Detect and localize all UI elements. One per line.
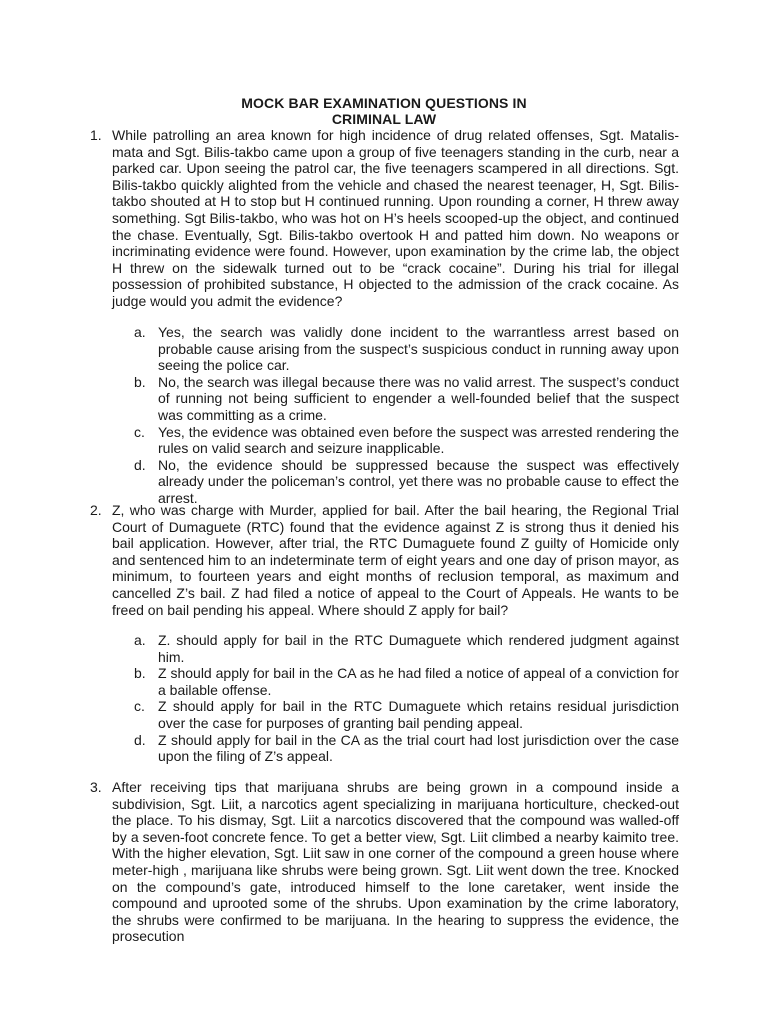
question-1-choice-c [134,423,679,457]
question-1-choice-a [134,324,679,374]
question-3-text: After receiving tips that marijuana shrubs are being grown in a compound inside a subdivision, Sgt. Liit, a narcotics agent specializing in marijuana horticulture, checked-out the place. To his dismay, Sgt. Liit a narcotics discovered that the compound was walled-off by a seven-foot concrete fence. To get a better view, Sgt. Liit climbed a nearby kaimito tree. With the higher elevation, Sgt. Liit saw in one corner of the compound a green house where meter-high , marijuana like shrubs were being grown. Sgt. Liit went down the tree. Knocked on the compound’s gate, introduced himself to the lone caretaker, went inside the compound and uprooted some of the shrubs. Upon examination by the crime laboratory, the shrubs were confirmed to be marijuana. In the hearing to suppress the evidence, the prosecution [112,779,679,945]
choice-text: Z should apply for bail in the RTC Dumaguete which retains residual jurisdiction over the case for purposes of granting bail pending appeal. [158,698,679,731]
choice-text: Z should apply for bail in the CA as he had filed a notice of appeal of a conviction for a bailable offense. [158,665,679,698]
question-1-number: 1. [90,127,102,143]
question-2-choice-b [134,665,679,698]
question-2-text: Z, who was charge with Murder, applied for bail. After the bail hearing, the Regional Trial Court of Dumaguete (RTC) found that the evidence against Z is strong thus it denied his bail application. However, after trial, the RTC Dumaguete found Z guilty of Homicide only and sentenced him to an indeterminate term of eight years and one day of prison mayor, as minimum, to fourteen years and eight months of reclusion temporal, as maximum and cancelled Z’s bail. Z had filed a notice of appeal to the Court of Appeals. He wants to be freed on bail pending his appeal. Where should Z apply for bail? [112,502,679,618]
question-3-number: 3. [90,779,102,795]
choice-letter: b. [134,373,146,390]
choice-text: No, the evidence should be suppressed because the suspect was effectively already under the policeman’s control, yet there was no probable cause to effect the arrest. [158,456,679,506]
question-2-number: 2. [90,502,102,518]
choice-text: Yes, the evidence was obtained even before the suspect was arrested rendering the rules on valid search and seizure inapplicable. [158,423,679,457]
choice-text: Z. should apply for bail in the RTC Dumaguete which rendered judgment against him. [158,632,679,665]
choice-text: No, the search was illegal because there was no valid arrest. The suspect’s conduct of running not being sufficient to engender a well-founded belief that the suspect was committing as a crime. [158,373,679,423]
question-2-choice-d [134,731,679,765]
choice-letter: c. [134,698,145,715]
question-1-choice-b [134,373,679,424]
document-title-line-1: MOCK BAR EXAMINATION QUESTIONS IN [241,95,527,111]
choice-letter: d. [134,731,146,748]
choice-letter: d. [134,456,146,473]
question-1-choice-d [134,456,679,507]
choice-letter: c. [134,423,145,440]
question-1 [90,127,679,310]
question-2-choices [134,632,679,765]
question-2-choice-c [134,698,679,731]
choice-letter: b. [134,665,146,682]
choice-text: Z should apply for bail in the CA as the trial court had lost jurisdiction over the case upon the filing of Z’s appeal. [158,731,679,765]
choice-letter: a. [134,632,146,648]
choice-letter: a. [134,324,146,340]
question-2 [90,502,679,618]
question-1-choices [134,324,679,507]
question-2-choice-a [134,632,679,665]
question-3 [90,779,679,945]
choice-text: Yes, the search was validly done incident to the warrantless arrest based on probable cause arising from the suspect’s suspicious conduct in running away upon seeing the police car. [158,324,679,374]
question-1-text: While patrolling an area known for high incidence of drug related offenses, Sgt. Matalis-mata and Sgt. Bilis-takbo came upon a group of five teenagers standing in the curb, near a parked car. Upon seeing the patrol car, the five teenagers scampered in all directions. Sgt. Bilis-takbo quickly alighted from the vehicle and chased the nearest teenager, H, Sgt. Bilis-takbo shouted at H to stop but H continued running. Upon rounding a corner, H threw away something. Sgt Bilis-takbo, who was hot on H’s heels scooped-up the object, and continued the chase. Eventually, Sgt. Bilis-takbo overtook H and patted him down. No weapons or incriminating evidence were found. However, upon examination by the crime lab, the object H threw on the sidewalk turned out to be “crack cocaine”. During his trial for illegal possession of prohibited substance, H objected to the admission of the crack cocaine. As judge would you admit the evidence? [112,127,679,309]
document-title-line-2: CRIMINAL LAW [331,111,437,127]
